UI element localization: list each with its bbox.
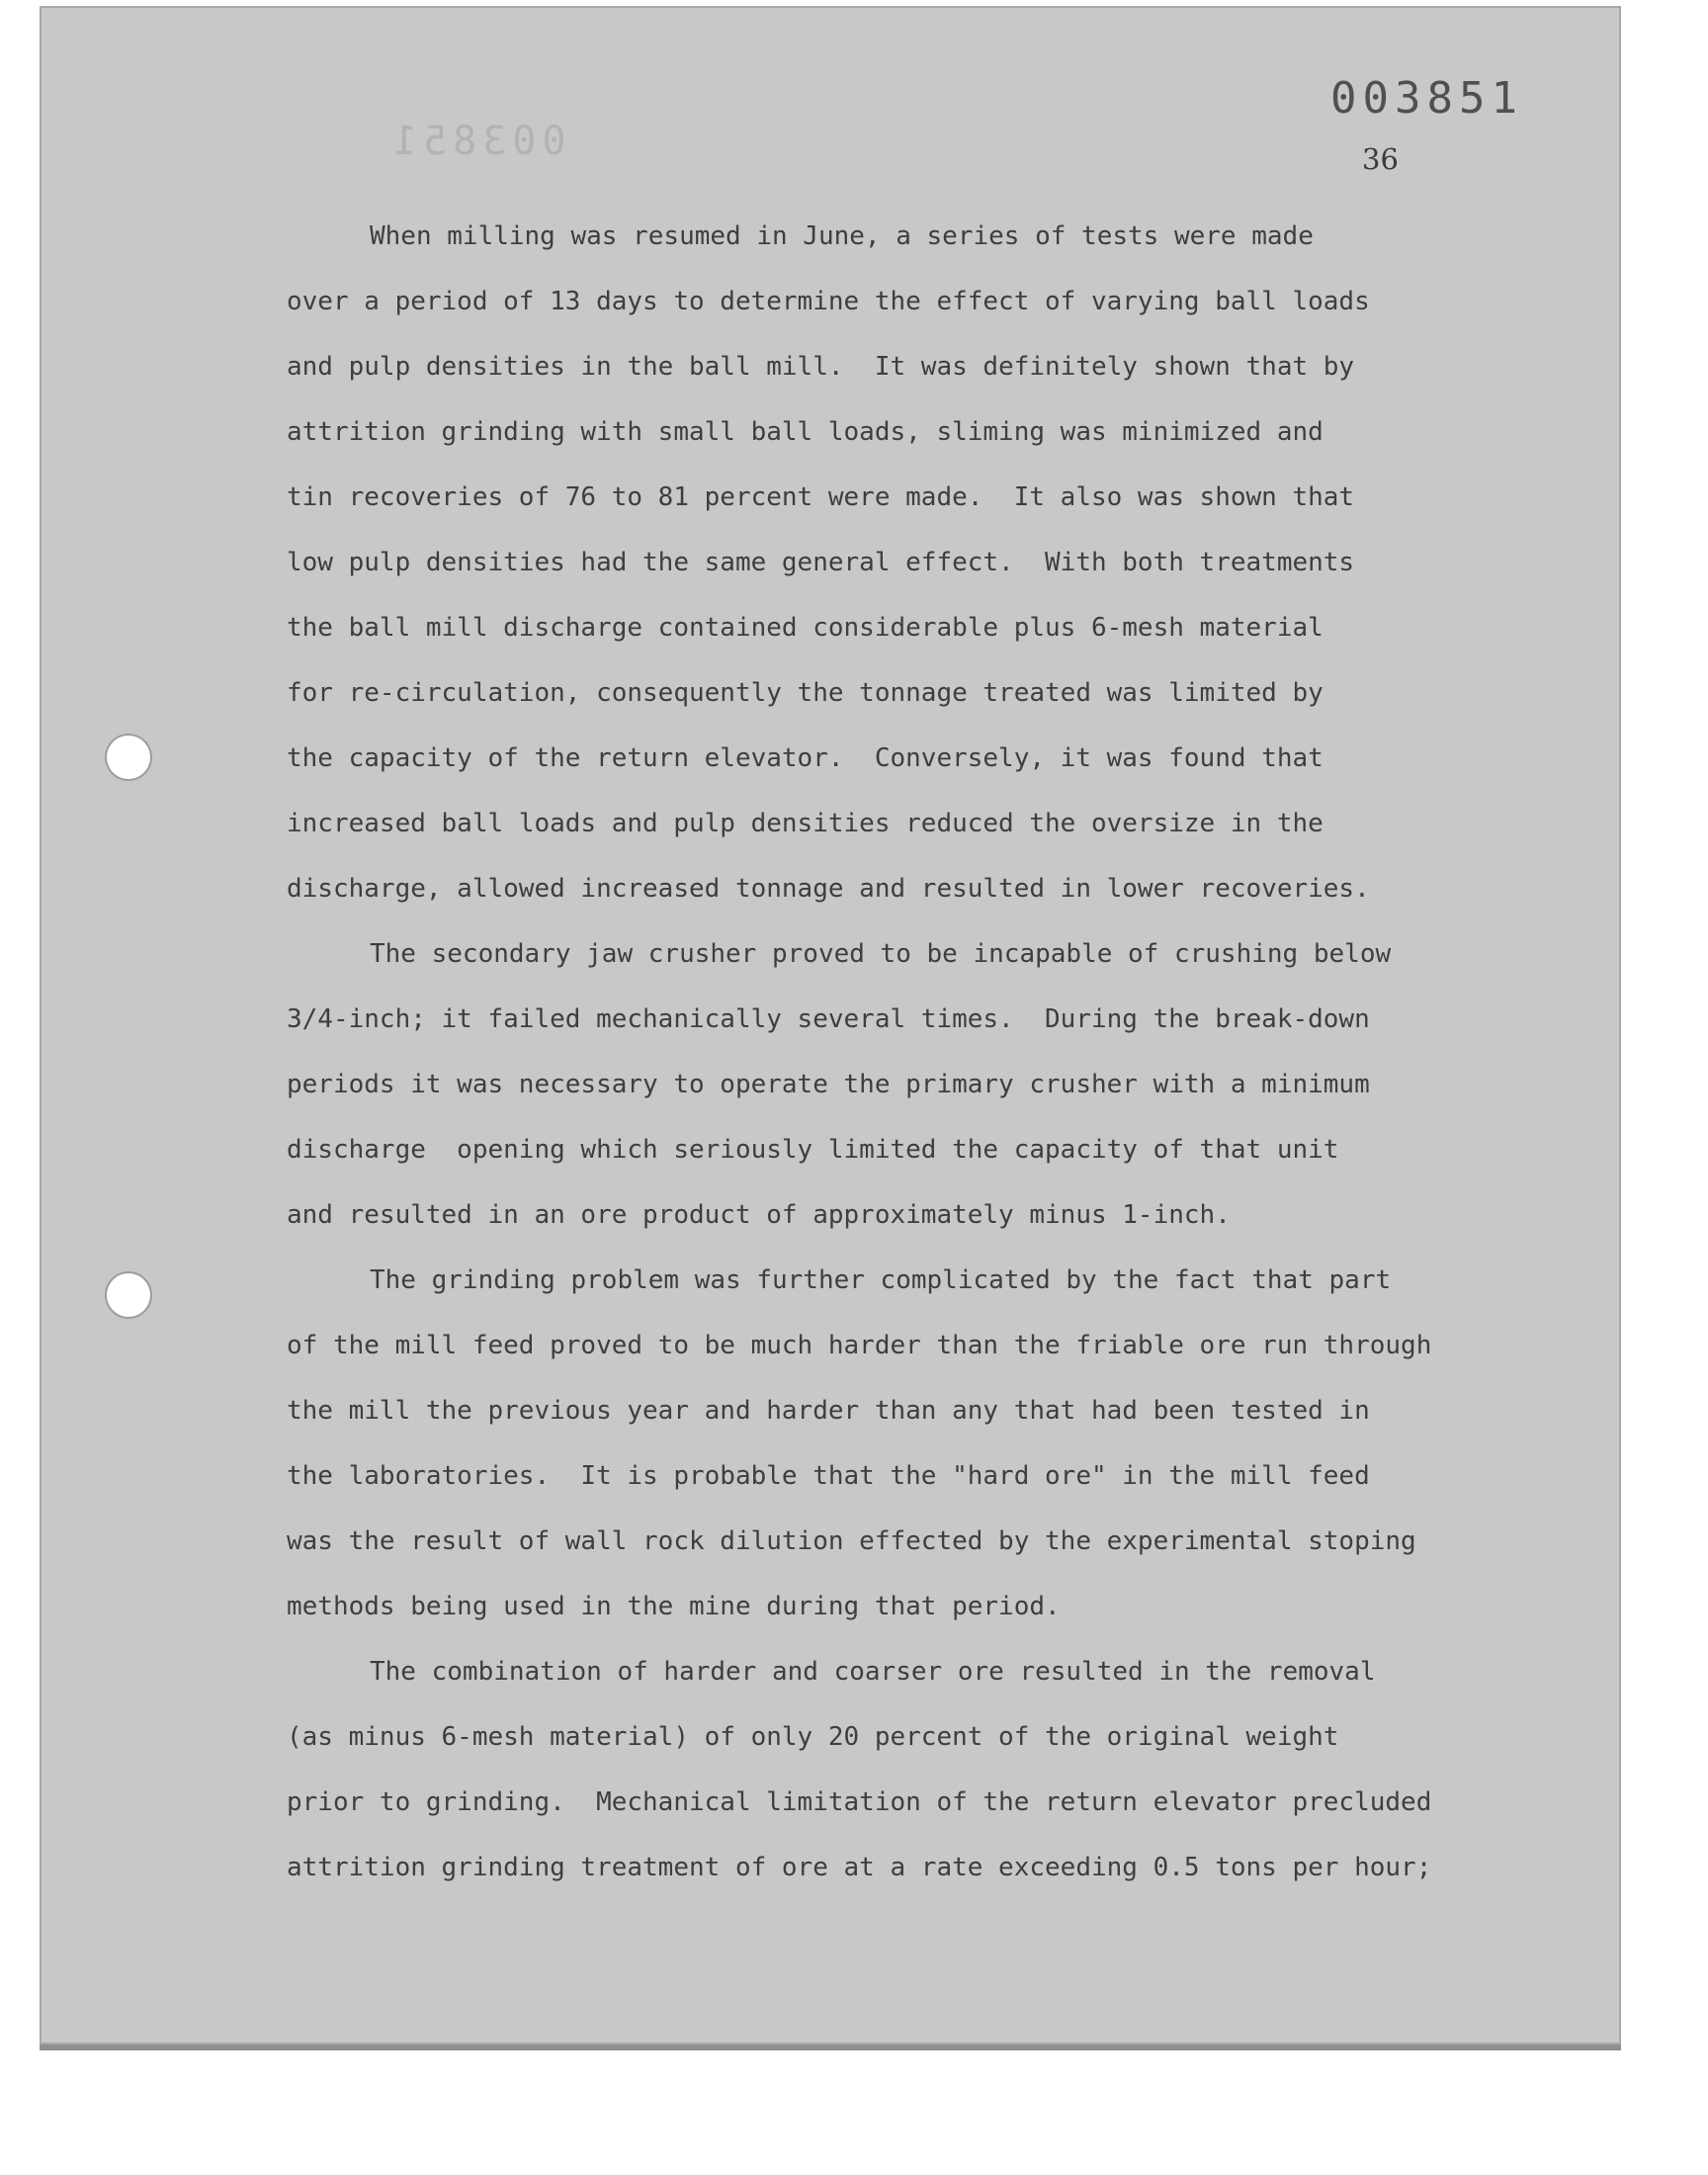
text-line: the ball mill discharge contained considerable plus 6-mesh material (287, 613, 1324, 643)
text-line: methods being used in the mine during that period. (287, 1592, 1061, 1621)
text-line: for re-circulation, consequently the tonnage treated was limited by (287, 678, 1324, 708)
text-line: attrition grinding treatment of ore at a rate exceeding 0.5 tons per hour; (287, 1853, 1432, 1882)
text-line: the laboratories. It is probable that the "hard ore" in the mill feed (287, 1461, 1370, 1491)
text-line: discharge opening which seriously limited the capacity of that unit (287, 1135, 1339, 1165)
text-line: When milling was resumed in June, a series of tests were made (370, 221, 1314, 251)
punch-hole-top (107, 736, 150, 779)
text-line: over a period of 13 days to determine the effect of varying ball loads (287, 287, 1370, 316)
text-line: 3/4-inch; it failed mechanically several times. During the break-down (287, 1004, 1370, 1034)
text-line: and resulted in an ore product of approximately minus 1-inch. (287, 1200, 1231, 1230)
text-line: low pulp densities had the same general effect. With both treatments (287, 548, 1355, 577)
document-number: 003851 (1330, 73, 1523, 124)
text-line: tin recoveries of 76 to 81 percent were made. It also was shown that (287, 482, 1355, 512)
page-number: 36 (1362, 142, 1399, 176)
body-text (287, 204, 1532, 1900)
text-line: The grinding problem was further complicated by the fact that part (370, 1265, 1392, 1295)
text-line: prior to grinding. Mechanical limitation of the return elevator precluded (287, 1787, 1432, 1817)
text-line: increased ball loads and pulp densities reduced the oversize in the (287, 809, 1324, 838)
text-line: was the result of wall rock dilution effected by the experimental stoping (287, 1526, 1416, 1556)
text-line: of the mill feed proved to be much harder than the friable ore run through (287, 1331, 1432, 1360)
text-line: the capacity of the return elevator. Conversely, it was found that (287, 743, 1324, 773)
text-line: The secondary jaw crusher proved to be incapable of crushing below (370, 939, 1392, 969)
bleed-through-number: 003851 (387, 119, 566, 164)
text-line: attrition grinding with small ball loads, sliming was minimized and (287, 417, 1324, 447)
text-line: and pulp densities in the ball mill. It was definitely shown that by (287, 352, 1355, 382)
text-line: the mill the previous year and harder than any that had been tested in (287, 1396, 1370, 1426)
text-line: The combination of harder and coarser ore resulted in the removal (370, 1657, 1376, 1687)
text-line: discharge, allowed increased tonnage and resulted in lower recoveries. (287, 874, 1370, 904)
text-line: (as minus 6-mesh material) of only 20 percent of the original weight (287, 1722, 1339, 1752)
text-line: periods it was necessary to operate the primary crusher with a minimum (287, 1070, 1370, 1099)
punch-hole-bottom (107, 1273, 150, 1317)
paper-bottom-edge (40, 2044, 1621, 2050)
